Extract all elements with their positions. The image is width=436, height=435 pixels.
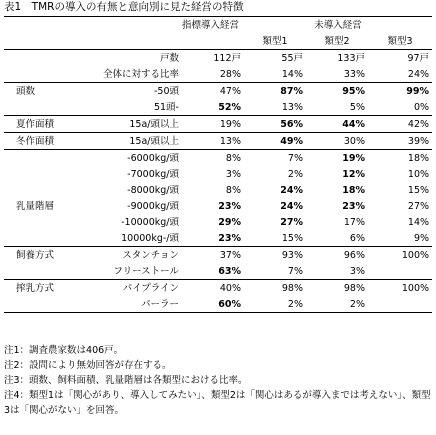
note-2: 注2：設問により無効回答が存在する。 (4, 360, 172, 371)
col-header-adopted: 指標導入経営 (182, 17, 244, 34)
cell-value: 19% (306, 150, 368, 167)
cell-value: 10% (407, 168, 430, 180)
cell-value: 23% (218, 232, 241, 244)
cell-value: 2% (306, 296, 368, 313)
cell-value: 27% (280, 216, 303, 228)
cell-value (368, 296, 432, 313)
row-label: 戸数 (82, 50, 182, 67)
cell-value: 2% (287, 168, 303, 180)
table-title: 表1 TMRの導入の有無と意向別に見た経営の特徴 (4, 1, 244, 13)
col-header-not-adopted: 未導入経営 (244, 17, 432, 34)
feature-table (4, 16, 432, 313)
row-group-label (4, 182, 82, 198)
cell-value: 100% (368, 247, 432, 264)
row-label: 51頭- (153, 101, 179, 113)
row-group-label (4, 230, 82, 247)
cell-value: 18% (342, 184, 365, 196)
cell-value: 19% (182, 116, 244, 133)
cell-value: 17% (343, 216, 365, 228)
cell-value: 44% (306, 116, 368, 133)
row-group-label: 搾乳方式 (4, 280, 82, 297)
table-row (4, 230, 432, 247)
row-group-label: 飼養方式 (4, 247, 82, 264)
row-label: パーラー (82, 296, 182, 313)
cell-value: 14% (281, 68, 303, 80)
cell-value: 13% (182, 133, 244, 150)
row-group-label (4, 150, 82, 167)
row-label: -8000kg/頭 (127, 184, 179, 196)
cell-value: 9% (413, 232, 430, 244)
table-row (4, 182, 432, 198)
cell-value: 93% (244, 247, 306, 264)
note-4: 注4：類型1は「関心があり、導入してみたい」、類型2は「関心はあるが導入までは考えない」、類型3は「関心がない」を回答。 (4, 390, 431, 416)
table-row (4, 296, 432, 313)
table-row (4, 83, 432, 100)
cell-value: 37% (182, 247, 244, 264)
cell-value: 52% (218, 101, 241, 113)
row-label: -9000kg/頭 (127, 200, 179, 212)
cell-value: 13% (281, 101, 303, 113)
row-label: -7000kg/頭 (127, 168, 179, 180)
row-label: -50頭 (82, 83, 182, 100)
cell-value: 49% (244, 133, 306, 150)
cell-value: 98% (306, 280, 368, 297)
cell-value: 40% (182, 280, 244, 297)
table-row (4, 66, 432, 83)
cell-value: 63% (218, 265, 241, 277)
cell-value: 24% (407, 68, 430, 80)
cell-value: 3% (225, 168, 241, 180)
cell-value: 56% (244, 116, 306, 133)
row-group-label (4, 66, 82, 83)
cell-value: 112戸 (182, 50, 244, 67)
note-3: 注3：頭数、飼料面積、乳量階層は各類型における比率。 (4, 375, 248, 386)
cell-value: 12% (342, 168, 365, 180)
row-label: スタンチョン (82, 247, 182, 264)
cell-value: 14% (407, 216, 430, 228)
cell-value: 23% (218, 200, 241, 212)
col-header-type2: 類型2 (306, 33, 368, 50)
table-row (4, 133, 432, 150)
cell-value: 95% (306, 83, 368, 100)
row-group-label (4, 263, 82, 280)
cell-value: 29% (218, 216, 241, 228)
cell-value: 47% (182, 83, 244, 100)
table-row (4, 50, 432, 67)
row-group-label: 乳量階層 (16, 200, 55, 212)
note-1: 注1：調査農家数は406戸。 (4, 345, 124, 356)
row-group-label (4, 296, 82, 313)
cell-value: 7% (287, 265, 303, 277)
table-row (4, 99, 432, 116)
cell-value: 100% (368, 280, 432, 297)
row-group-label (4, 99, 82, 116)
header-row-2 (4, 33, 432, 50)
cell-value: 15% (281, 232, 303, 244)
table-row (4, 116, 432, 133)
row-group-label: 冬作面積 (4, 133, 82, 150)
cell-value: 3% (349, 265, 365, 277)
row-label: -10000kg/頭 (121, 216, 179, 228)
cell-value: 39% (368, 133, 432, 150)
cell-value: 133戸 (306, 50, 368, 67)
cell-value: 0% (413, 101, 430, 113)
table-row (4, 198, 432, 214)
cell-value: 33% (343, 68, 365, 80)
row-label: 15a/頭以上 (82, 116, 182, 133)
table-row (4, 280, 432, 297)
cell-value: 60% (182, 296, 244, 313)
notes (4, 343, 432, 418)
row-group-label: 頭数 (4, 83, 82, 100)
header-adopted-label: 導入経営 (201, 19, 240, 31)
cell-value: 98% (244, 280, 306, 297)
cell-value: 87% (244, 83, 306, 100)
row-label: 全体に対する比率 (102, 68, 179, 80)
table-row (4, 214, 432, 230)
cell-value: 8% (182, 150, 244, 167)
cell-value: 28% (219, 68, 241, 80)
row-label: 15a/頭以上 (82, 133, 182, 150)
cell-value: 97戸 (368, 50, 432, 67)
cell-value: 55戸 (244, 50, 306, 67)
cell-value: 18% (368, 150, 432, 167)
table-row (4, 263, 432, 280)
col-header-type3: 類型3 (368, 33, 432, 50)
row-label: パイプライン (82, 280, 182, 297)
cell-value: 30% (306, 133, 368, 150)
row-label: -6000kg/頭 (82, 150, 182, 167)
row-group-label (4, 214, 82, 230)
cell-value: 96% (306, 247, 368, 264)
cell-value: 24% (280, 200, 303, 212)
cell-value: 8% (225, 184, 241, 196)
cell-value: 5% (349, 101, 365, 113)
table-row (4, 166, 432, 182)
cell-value: 27% (407, 200, 430, 212)
cell-value: 24% (280, 184, 303, 196)
row-group-label (4, 50, 82, 67)
row-group-label: 夏作面積 (4, 116, 82, 133)
header-row-1 (4, 17, 432, 34)
cell-value: 7% (244, 150, 306, 167)
table-row (4, 150, 432, 167)
table-row (4, 247, 432, 264)
col-header-type1: 類型1 (244, 33, 306, 50)
row-group-label (4, 166, 82, 182)
row-label: 10000kg-/頭 (121, 232, 179, 244)
cell-value (368, 263, 432, 280)
cell-value: 2% (244, 296, 306, 313)
cell-value: 42% (368, 116, 432, 133)
cell-value: 6% (349, 232, 365, 244)
cell-value: 23% (342, 200, 365, 212)
cell-value: 99% (368, 83, 432, 100)
row-label: フリーストール (113, 265, 179, 277)
cell-value: 15% (407, 184, 430, 196)
